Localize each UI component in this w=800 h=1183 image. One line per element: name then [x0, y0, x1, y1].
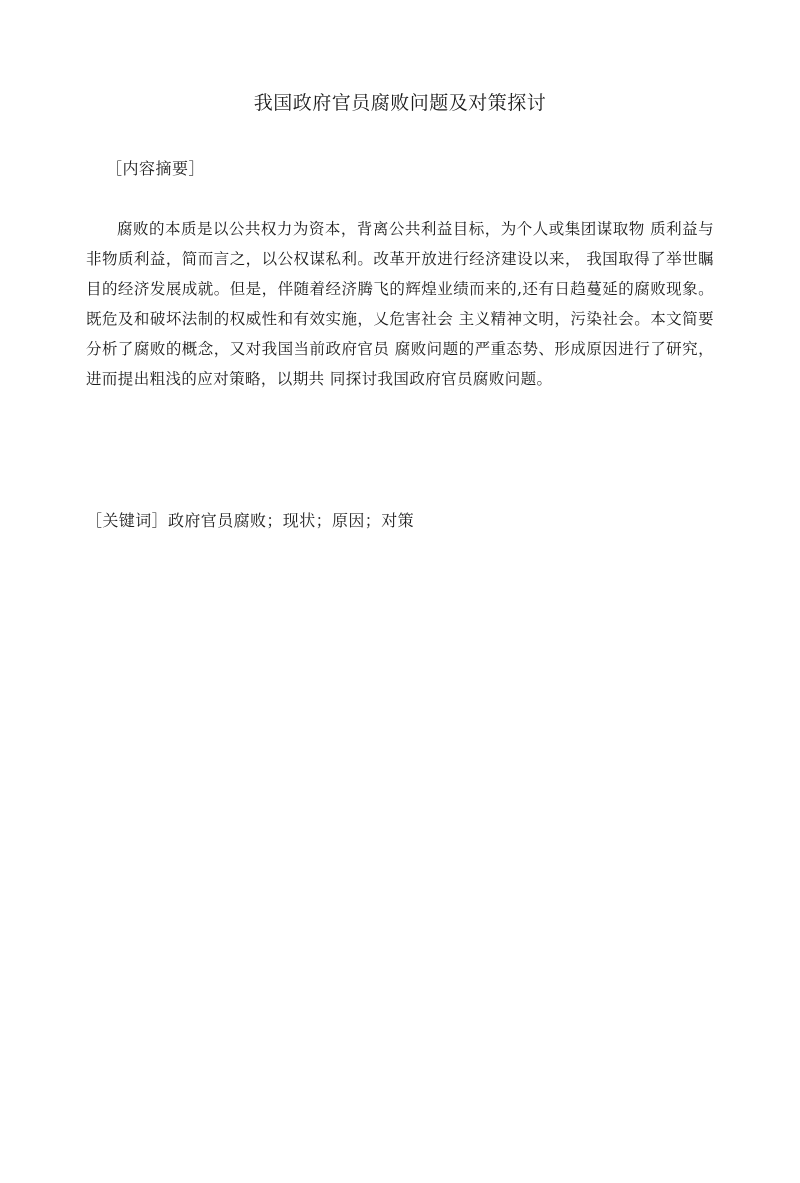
abstract-body: 腐败的本质是以公共权力为资本，背离公共利益目标，为个人或集团谋取物 质利益与非物质利益，简而言之，以公权谋私利。改革开放进行经济建设以来， 我国取得了举世瞩目的经济发展成就。但是，伴随着经济腾飞的辉煌业绩而来的,还有日趋蔓延的腐败现象。既危及和破坏法制的权威性和有效实施，乂危害社会 主义精神文明，污染社会。本文简要分析了腐败的概念，又对我国当前政府官员 腐败问题的严重态势、形成原因进行了研究，进而提出粗浅的应对策略，以期共 同探讨我国政府官员腐败问题。 — [86, 220, 714, 388]
document-title: 我国政府官员腐败问题及对策探讨 — [253, 92, 547, 114]
abstract-heading: ［内容摘要］ — [106, 159, 206, 178]
keywords-line: ［关键词］政府官员腐败；现状；原因；对策 — [86, 511, 415, 530]
